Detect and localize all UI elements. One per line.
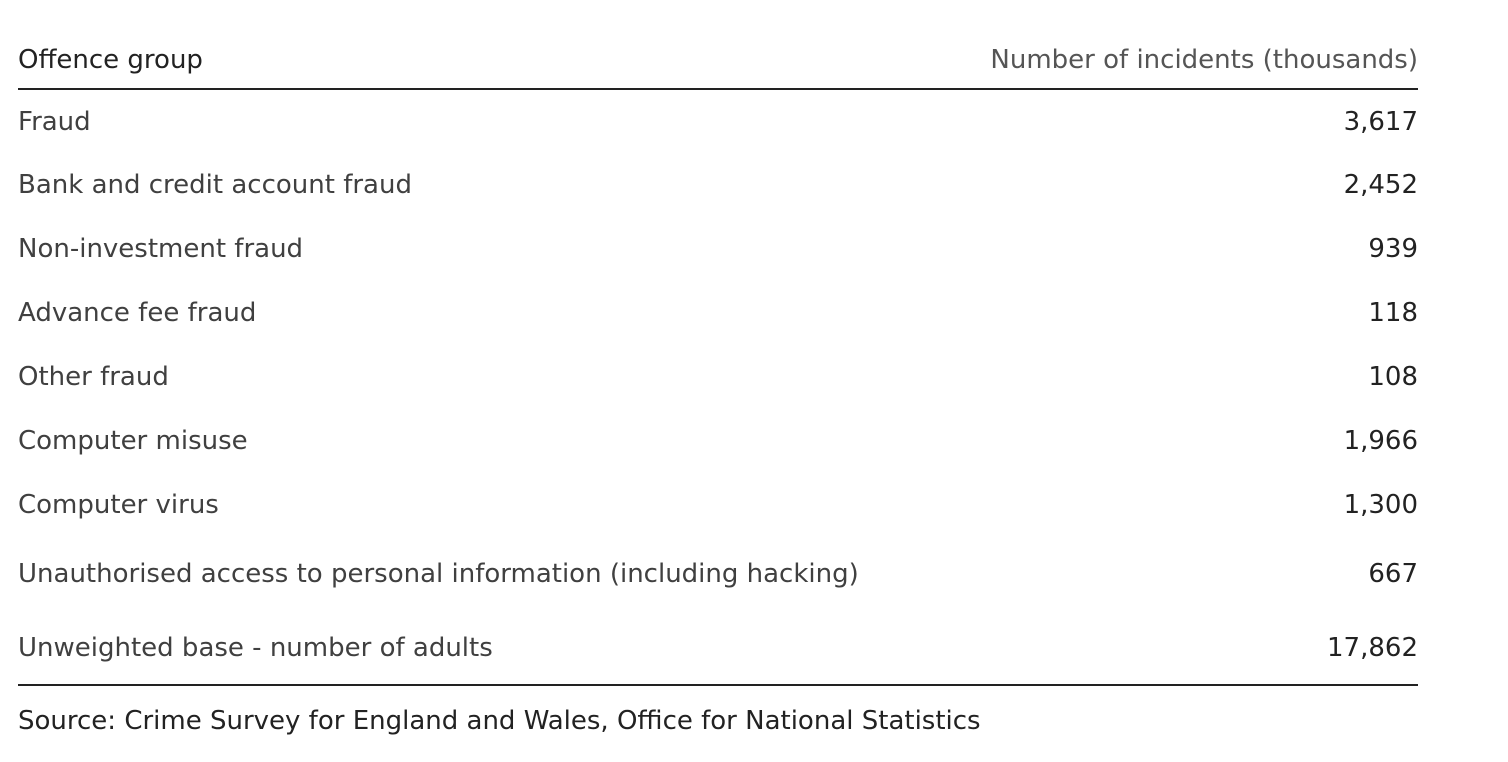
table-row [18, 89, 1418, 153]
row-value: 118 [1368, 298, 1418, 328]
row-label: Advance fee fraud [18, 298, 257, 328]
table-row [18, 217, 1418, 281]
row-label: Computer misuse [18, 426, 248, 456]
row-label: Unweighted base - number of adults [18, 611, 718, 685]
table-row [18, 473, 1418, 537]
row-label: Bank and credit account fraud [18, 170, 412, 200]
table-row [18, 409, 1418, 473]
incidents-table [18, 0, 1418, 686]
row-value: 108 [1368, 362, 1418, 392]
table-row [18, 281, 1418, 345]
source-note: Source: Crime Survey for England and Wales, Office for National Statistics [18, 706, 981, 736]
row-value: 3,617 [1343, 106, 1418, 137]
row-value: 2,452 [1343, 170, 1418, 200]
header-number-of-incidents: Number of incidents (thousands) [718, 0, 1418, 89]
table-header-row [18, 0, 1418, 89]
row-label: Fraud [18, 106, 91, 137]
table-row [18, 153, 1418, 217]
table-row [18, 345, 1418, 409]
row-value: 17,862 [718, 611, 1418, 685]
row-label: Other fraud [18, 362, 169, 392]
row-label: Computer virus [18, 490, 219, 520]
incidents-table-container [18, 0, 1418, 686]
row-value: 667 [1368, 559, 1418, 589]
row-label: Unauthorised access to personal information (including hacking) [18, 559, 859, 589]
table-row [18, 537, 1418, 611]
row-value: 1,300 [1343, 490, 1418, 520]
row-label: Non-investment fraud [18, 234, 304, 264]
header-offence-group: Offence group [18, 0, 718, 89]
row-value: 939 [1368, 234, 1418, 264]
row-value: 1,966 [1343, 426, 1418, 456]
table-row-base [18, 611, 1418, 685]
